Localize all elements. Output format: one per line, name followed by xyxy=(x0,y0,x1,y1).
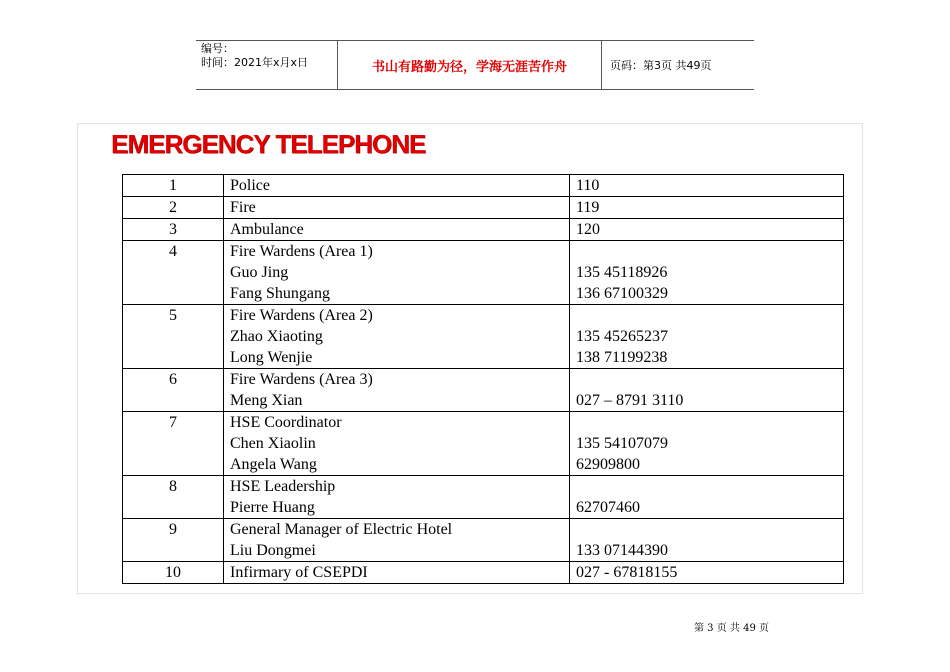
contact-name: Fang Shungang xyxy=(230,285,330,302)
row-number: 4 xyxy=(123,241,224,305)
phone-number: 62909800 xyxy=(576,456,640,473)
contact-name: Police xyxy=(230,177,270,194)
contact-name: Fire Wardens (Area 1) xyxy=(230,243,373,260)
contact-name-cell xyxy=(224,519,570,562)
phone-number: 133 07144390 xyxy=(576,542,668,559)
phone-number: 136 67100329 xyxy=(576,285,668,302)
contact-name-cell xyxy=(224,197,570,219)
phone-number: 135 45265237 xyxy=(576,328,668,345)
phone-cell xyxy=(570,562,844,584)
contact-name-cell xyxy=(224,175,570,197)
contact-name-cell xyxy=(224,241,570,305)
time-label: 时间：2021年x月x日 xyxy=(201,56,309,69)
table-row xyxy=(123,562,844,584)
phone-number: 135 45118926 xyxy=(576,264,668,281)
phone-number: 110 xyxy=(576,177,600,194)
contact-name: Guo Jing xyxy=(230,264,289,281)
emergency-table-body xyxy=(123,175,844,584)
table-row xyxy=(123,197,844,219)
phone-number: 119 xyxy=(576,199,600,216)
row-number: 7 xyxy=(123,412,224,476)
contact-name: Fire Wardens (Area 2) xyxy=(230,307,373,324)
row-number: 5 xyxy=(123,305,224,369)
phone-cell xyxy=(570,519,844,562)
header-page-label: 页码：第3页 共49页 xyxy=(610,59,712,72)
phone-number: 135 54107079 xyxy=(576,435,668,452)
header-meta xyxy=(196,41,338,89)
phone-cell xyxy=(570,412,844,476)
page-header xyxy=(196,40,754,90)
table-row xyxy=(123,175,844,197)
row-number: 1 xyxy=(123,175,224,197)
contact-name: Chen Xiaolin xyxy=(230,435,316,452)
contact-name: HSE Leadership xyxy=(230,478,336,495)
phone-number: 120 xyxy=(576,221,600,238)
contact-name: HSE Coordinator xyxy=(230,414,342,431)
phone-cell xyxy=(570,219,844,241)
row-number: 6 xyxy=(123,369,224,412)
phone-number: 027 – 8791 3110 xyxy=(576,392,684,409)
serial-label: 编号： xyxy=(201,42,234,55)
contact-name-cell xyxy=(224,412,570,476)
phone-number: 138 71199238 xyxy=(576,349,668,366)
contact-name-cell xyxy=(224,476,570,519)
table-row xyxy=(123,519,844,562)
contact-name: Fire Wardens (Area 3) xyxy=(230,371,373,388)
contact-name: Meng Xian xyxy=(230,392,303,409)
contact-name: Ambulance xyxy=(230,221,304,238)
contact-name: Angela Wang xyxy=(230,456,317,473)
contact-name: General Manager of Electric Hotel xyxy=(230,521,453,538)
table-row xyxy=(123,219,844,241)
contact-name: Long Wenjie xyxy=(230,349,313,366)
row-number: 2 xyxy=(123,197,224,219)
phone-cell xyxy=(570,369,844,412)
phone-number: 62707460 xyxy=(576,499,640,516)
contact-name-cell xyxy=(224,219,570,241)
phone-number: 027 - 67818155 xyxy=(576,564,678,581)
row-number: 3 xyxy=(123,219,224,241)
phone-cell xyxy=(570,241,844,305)
page-footer: 第 3 页 共 49 页 xyxy=(694,623,769,634)
table-row xyxy=(123,412,844,476)
row-number: 8 xyxy=(123,476,224,519)
contact-name-cell xyxy=(224,305,570,369)
contact-name-cell xyxy=(224,562,570,584)
row-number: 10 xyxy=(123,562,224,584)
page-title: EMERGENCY TELEPHONE xyxy=(111,129,426,159)
emergency-table xyxy=(122,174,844,584)
phone-cell xyxy=(570,197,844,219)
table-row xyxy=(123,476,844,519)
contact-name: Liu Dongmei xyxy=(230,542,316,559)
contact-name: Zhao Xiaoting xyxy=(230,328,323,345)
phone-cell xyxy=(570,305,844,369)
row-number: 9 xyxy=(123,519,224,562)
phone-cell xyxy=(570,175,844,197)
table-row xyxy=(123,369,844,412)
contact-name-cell xyxy=(224,369,570,412)
table-row xyxy=(123,305,844,369)
phone-cell xyxy=(570,476,844,519)
table-row xyxy=(123,241,844,305)
contact-name: Infirmary of CSEPDI xyxy=(230,564,368,581)
contact-name: Fire xyxy=(230,199,256,216)
header-motto: 书山有路勤为径，学海无涯苦作舟 xyxy=(338,41,602,89)
contact-name: Pierre Huang xyxy=(230,499,315,516)
